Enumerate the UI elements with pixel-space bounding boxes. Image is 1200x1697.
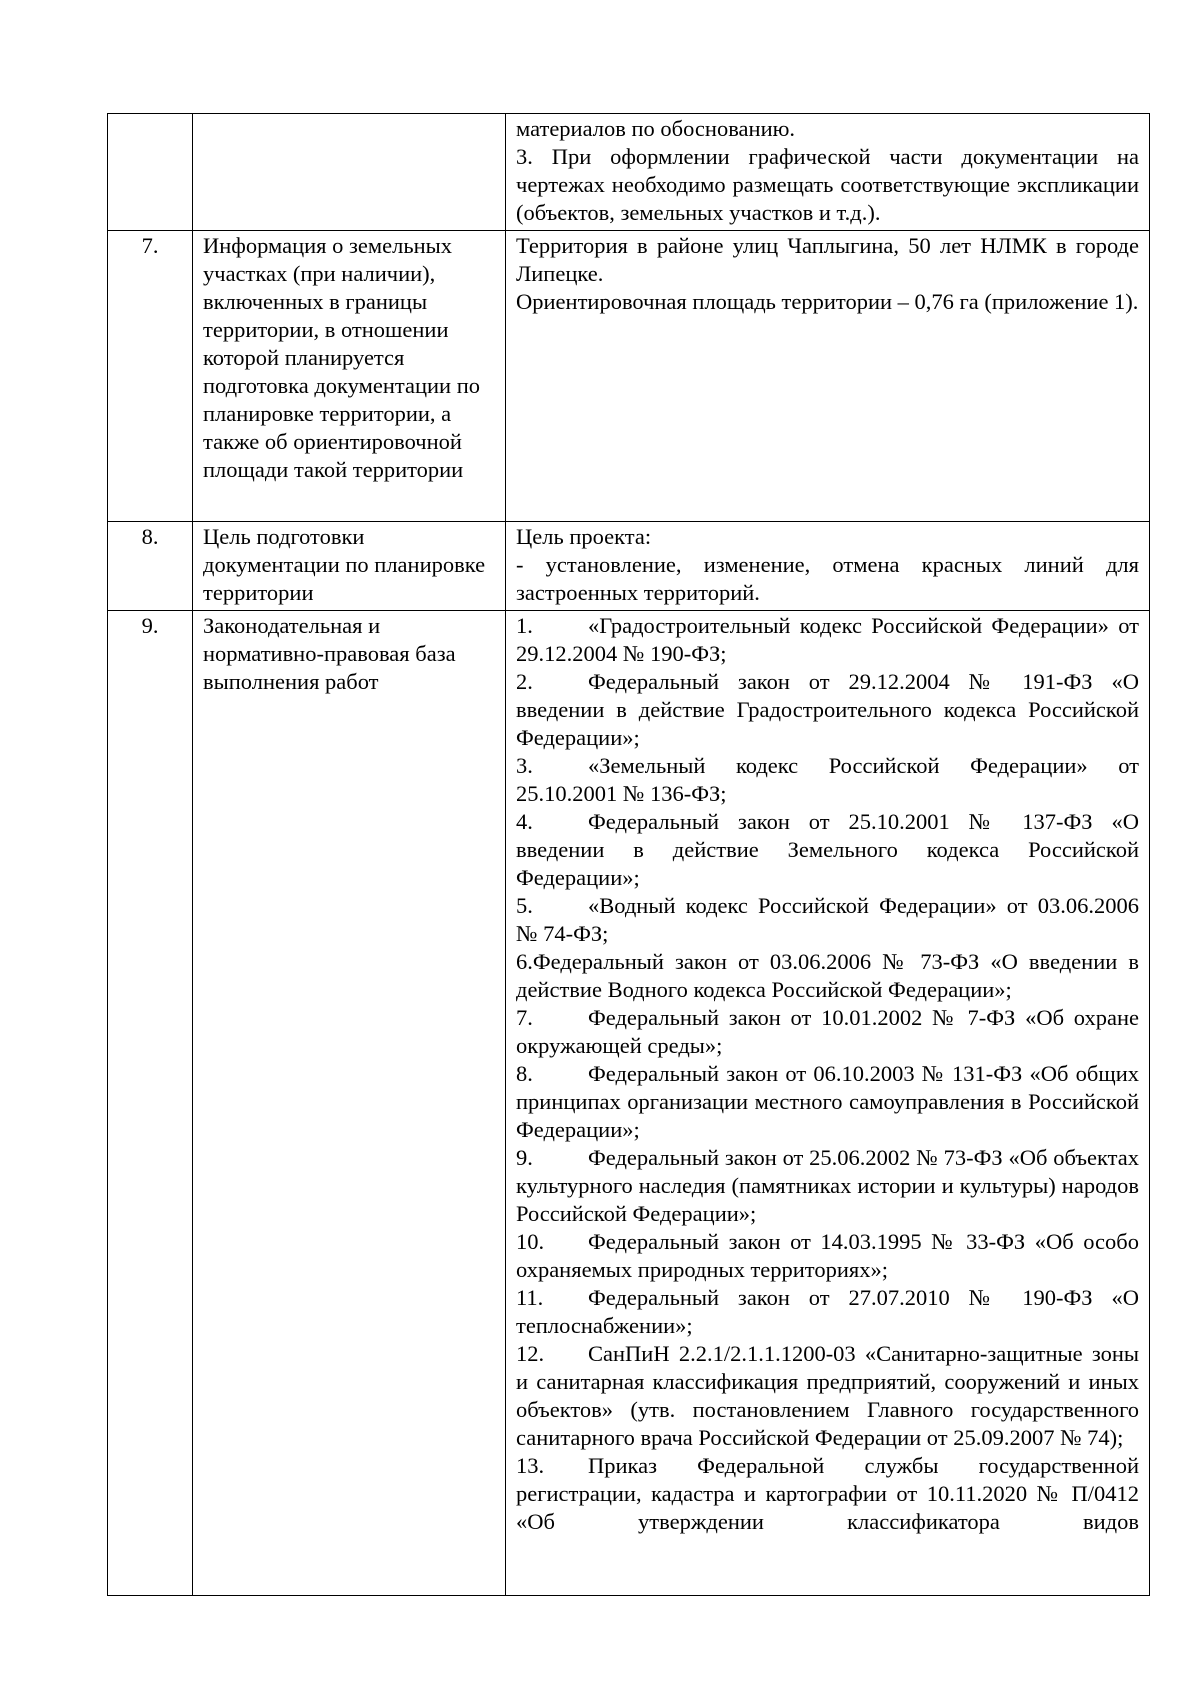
law-text: «Водный кодекс Российской Федерации» от 03.06.2006 № 74-ФЗ; [516,893,1139,946]
law-text: Федеральный закон от 14.03.1995 № 33-ФЗ «Об особо охраняемых природных территориях»; [516,1229,1139,1282]
law-number: 7. [516,1005,533,1030]
row-number: 8. [108,522,193,611]
content-paragraph: Цель проекта: [516,524,652,549]
law-number: 3. [516,753,533,778]
content-paragraph: 3. При оформлении графической части документации на чертежах необходимо размещать соответствующие экспликации (объектов, земельных участков и т.д.). [516,144,1139,225]
table-row [108,231,1150,522]
row-content [506,114,1150,231]
law-text: «Градостроительный кодекс Российской Федерации» от 29.12.2004 № 190-ФЗ; [516,613,1139,666]
row-number: 7. [108,231,193,522]
law-text: Федеральный закон от 25.06.2002 № 73-ФЗ «Об объектах культурного наследия (памятниках истории и культуры) народов Российской Федерации»; [516,1145,1139,1226]
law-item [516,1284,1139,1340]
content-paragraph: Территория в районе улиц Чаплыгина, 50 лет НЛМК в городе Липецке. [516,233,1139,286]
law-number: 12. [516,1341,545,1366]
law-number: 5. [516,893,533,918]
row-content [506,231,1150,522]
law-text: «Земельный кодекс Российской Федерации» от 25.10.2001 № 136-ФЗ; [516,753,1139,806]
law-item [516,892,1139,948]
terms-table [107,113,1150,1596]
law-number: 1. [516,613,533,638]
law-number: 4. [516,809,533,834]
row-content [506,611,1150,1596]
law-item [516,612,1139,668]
law-text: Федеральный закон от 06.10.2003 № 131-ФЗ «Об общих принципах организации местного самоуправления в Российской Федерации»; [516,1061,1139,1142]
law-number: 13. [516,1453,545,1478]
content-paragraph: Ориентировочная площадь территории – 0,76 га (приложение 1). [516,289,1139,314]
law-number: 6. [516,949,533,974]
content-paragraph: материалов по обоснованию. [516,116,796,141]
law-item [516,808,1139,892]
law-number: 2. [516,669,533,694]
law-item [516,1144,1139,1228]
law-text: СанПиН 2.2.1/2.1.1.1200-03 «Санитарно-защитные зоны и санитарная классификация предприятий, сооружений и иных объектов» (утв. постановлением Главного государственного санитарного врача Российской Федерации от 25.09.2007 № 74); [516,1341,1139,1450]
law-item [516,668,1139,752]
row-content [506,522,1150,611]
law-item [516,1340,1139,1452]
row-number [108,114,193,231]
table-row [108,522,1150,611]
law-item [516,1060,1139,1144]
law-item [516,948,1139,1004]
law-text: Федеральный закон от 03.06.2006 № 73-ФЗ «О введении в действие Водного кодекса Российской Федерации»; [516,949,1139,1002]
row-number: 9. [108,611,193,1596]
law-text: Федеральный закон от 29.12.2004 № 191-ФЗ «О введении в действие Градостроительного кодекса Российской Федерации»; [516,669,1139,750]
law-number: 8. [516,1061,533,1086]
row-name: Информация о земельных участках (при наличии), включенных в границы территории, в отношении которой планируется подготовка документации по планировке территории, а также об ориентировочной площади такой территории [193,231,506,522]
law-text: Федеральный закон от 10.01.2002 № 7-ФЗ «Об охране окружающей среды»; [516,1005,1139,1058]
row-name [193,114,506,231]
law-number: 10. [516,1229,545,1254]
law-item [516,1004,1139,1060]
law-item [516,1228,1139,1284]
table-row [108,114,1150,231]
table-row [108,611,1150,1596]
law-item [516,1452,1139,1536]
law-number: 11. [516,1285,544,1310]
law-number: 9. [516,1145,533,1170]
law-text: Федеральный закон от 27.07.2010 № 190-ФЗ «О теплоснабжении»; [516,1285,1139,1338]
row-name: Цель подготовки документации по планировке территории [193,522,506,611]
row-name: Законодательная и нормативно-правовая база выполнения работ [193,611,506,1596]
law-text: Федеральный закон от 25.10.2001 № 137-ФЗ «О введении в действие Земельного кодекса Российской Федерации»; [516,809,1139,890]
law-item [516,752,1139,808]
law-text: Приказ Федеральной службы государственной регистрации, кадастра и картографии от 10.11.2020 № П/0412 «Об утверждении классификатора видов [516,1453,1139,1534]
content-paragraph: - установление, изменение, отмена красных линий для застроенных территорий. [516,552,1139,605]
